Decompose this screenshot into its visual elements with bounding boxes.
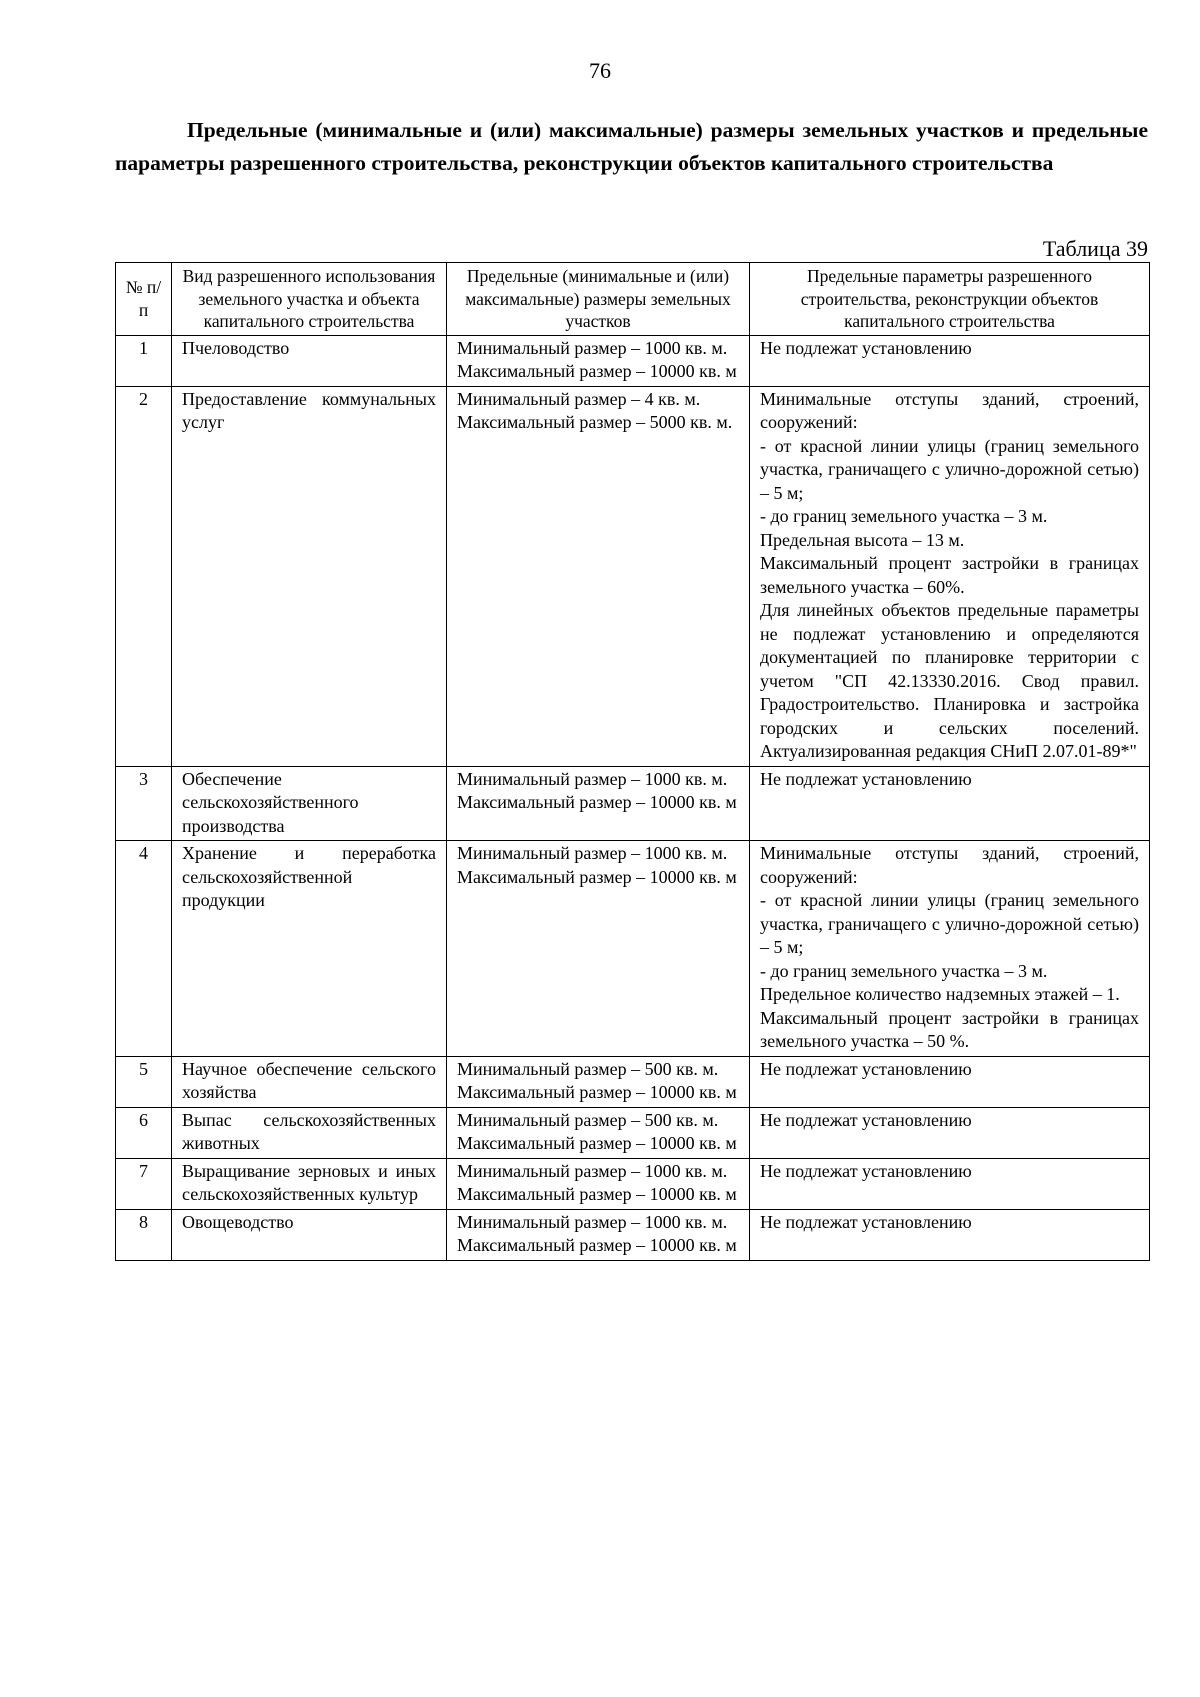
size-max: Максимальный размер – 5000 кв. м. (457, 412, 733, 432)
param-line: Не подлежат установлению (760, 1109, 972, 1130)
row-number: 2 (116, 386, 172, 766)
row-size-limits (447, 1158, 750, 1209)
row-use-type: Выращивание зерновых и иных сельскохозяйственных культур (172, 1158, 447, 1209)
row-size-limits (447, 1209, 750, 1260)
size-max: Максимальный размер – 10000 кв. м (457, 1082, 737, 1102)
size-min: Минимальный размер – 1000 кв. м. (457, 768, 728, 789)
param-line: - до границ земельного участка – 3 м. (760, 960, 1048, 981)
param-line: - от красной линии улицы (границ земельного участка, граничащего с улично-дорожной сетью) – 5 м; (760, 435, 1139, 503)
param-line: Предельная высота – 13 м. (760, 529, 965, 550)
row-construction-params (750, 1209, 1150, 1260)
page-number: 76 (589, 58, 611, 83)
param-line: Не подлежат установлению (760, 1211, 972, 1232)
row-use-type: Научное обеспечение сельского хозяйства (172, 1056, 447, 1107)
param-line: - от красной линии улицы (границ земельного участка, граничащего с улично-дорожной сетью) – 5 м; (760, 890, 1139, 957)
row-construction-params (750, 841, 1150, 1057)
param-line: Минимальные отступы зданий, строений, сооружений: (760, 388, 1139, 432)
row-construction-params (750, 766, 1150, 841)
header-num: № п/п (116, 263, 172, 336)
size-min: Минимальный размер – 1000 кв. м. (457, 1211, 728, 1232)
size-max: Максимальный размер – 10000 кв. м (457, 792, 737, 812)
table-label: Таблица 39 (1042, 236, 1148, 261)
size-min: Минимальный размер – 1000 кв. м. (457, 843, 728, 863)
table-row (116, 386, 1150, 766)
param-line: Не подлежат установлению (760, 1058, 972, 1079)
row-size-limits (447, 1107, 750, 1158)
table-body (116, 335, 1150, 1260)
row-size-limits (447, 841, 750, 1057)
param-line: - до границ земельного участка – 3 м. (760, 506, 1048, 526)
row-use-type: Пчеловодство (172, 335, 447, 386)
row-number: 6 (116, 1107, 172, 1158)
row-size-limits (447, 1056, 750, 1107)
row-number: 3 (116, 766, 172, 841)
row-use-type: Выпас сельскохозяйственных животных (172, 1107, 447, 1158)
document-title: Предельные (минимальные и (или) максимальные) размеры земельных участков и предельные параметры разрешенного строительства, реконструкции объектов капитального строительства (115, 118, 1148, 175)
row-number: 4 (116, 841, 172, 1057)
header-size: Предельные (минимальные и (или) максимальные) размеры земельных участков (447, 263, 750, 336)
size-max: Максимальный размер – 10000 кв. м (457, 1184, 737, 1204)
param-line: Не подлежат установлению (760, 768, 972, 789)
param-line: Не подлежат установлению (760, 337, 972, 358)
size-max: Максимальный размер – 10000 кв. м (457, 361, 737, 381)
table-header-row (116, 263, 1150, 336)
header-use: Вид разрешенного использования земельного участка и объекта капитального строительства (172, 263, 447, 336)
size-max: Максимальный размер – 10000 кв. м (457, 1133, 737, 1153)
row-use-type: Овощеводство (172, 1209, 447, 1260)
row-number: 5 (116, 1056, 172, 1107)
param-line: Минимальные отступы зданий, строений, сооружений: (760, 843, 1139, 887)
row-construction-params (750, 1056, 1150, 1107)
param-line: Не подлежат установлению (760, 1160, 972, 1181)
row-use-type: Предоставление коммунальных услуг (172, 386, 447, 766)
table-row (116, 841, 1150, 1057)
size-max: Максимальный размер – 10000 кв. м (457, 1235, 737, 1255)
row-construction-params (750, 335, 1150, 386)
size-min: Минимальный размер – 1000 кв. м. (457, 1160, 728, 1181)
param-line: Максимальный процент застройки в границах земельного участка – 60%. (760, 553, 1139, 597)
table-row (116, 766, 1150, 841)
row-number: 8 (116, 1209, 172, 1260)
row-size-limits (447, 766, 750, 841)
size-min: Минимальный размер – 1000 кв. м. (457, 337, 728, 358)
table-row (116, 1056, 1150, 1107)
row-size-limits (447, 386, 750, 766)
table-row (116, 1209, 1150, 1260)
header-params: Предельные параметры разрешенного строительства, реконструкции объектов капитального строительства (750, 263, 1150, 336)
param-line: Максимальный процент застройки в границах земельного участка – 50 %. (760, 1007, 1139, 1051)
table-row (116, 1107, 1150, 1158)
table-row (116, 335, 1150, 386)
param-line: Для линейных объектов предельные параметры не подлежат установлению и определяются документацией по планировке территории с учетом "СП 42.13330.2016. Свод правил. Градостроительство. Планировка и застройка городских и сельских поселений. Актуализированная редакция СНиП 2.07.01-89*" (760, 600, 1139, 761)
size-min: Минимальный размер – 500 кв. м. (457, 1058, 719, 1079)
row-construction-params (750, 1158, 1150, 1209)
row-number: 7 (116, 1158, 172, 1209)
table-row (116, 1158, 1150, 1209)
row-size-limits (447, 335, 750, 386)
size-min: Минимальный размер – 4 кв. м. (457, 388, 701, 409)
land-parameters-table (115, 262, 1150, 1261)
row-construction-params (750, 386, 1150, 766)
row-number: 1 (116, 335, 172, 386)
row-use-type: Обеспечение сельскохозяйственного производства (172, 766, 447, 841)
size-min: Минимальный размер – 500 кв. м. (457, 1109, 719, 1130)
row-use-type: Хранение и переработка сельскохозяйственной продукции (172, 841, 447, 1057)
row-construction-params (750, 1107, 1150, 1158)
param-line: Предельное количество надземных этажей – 1. (760, 984, 1120, 1004)
size-max: Максимальный размер – 10000 кв. м (457, 866, 737, 887)
